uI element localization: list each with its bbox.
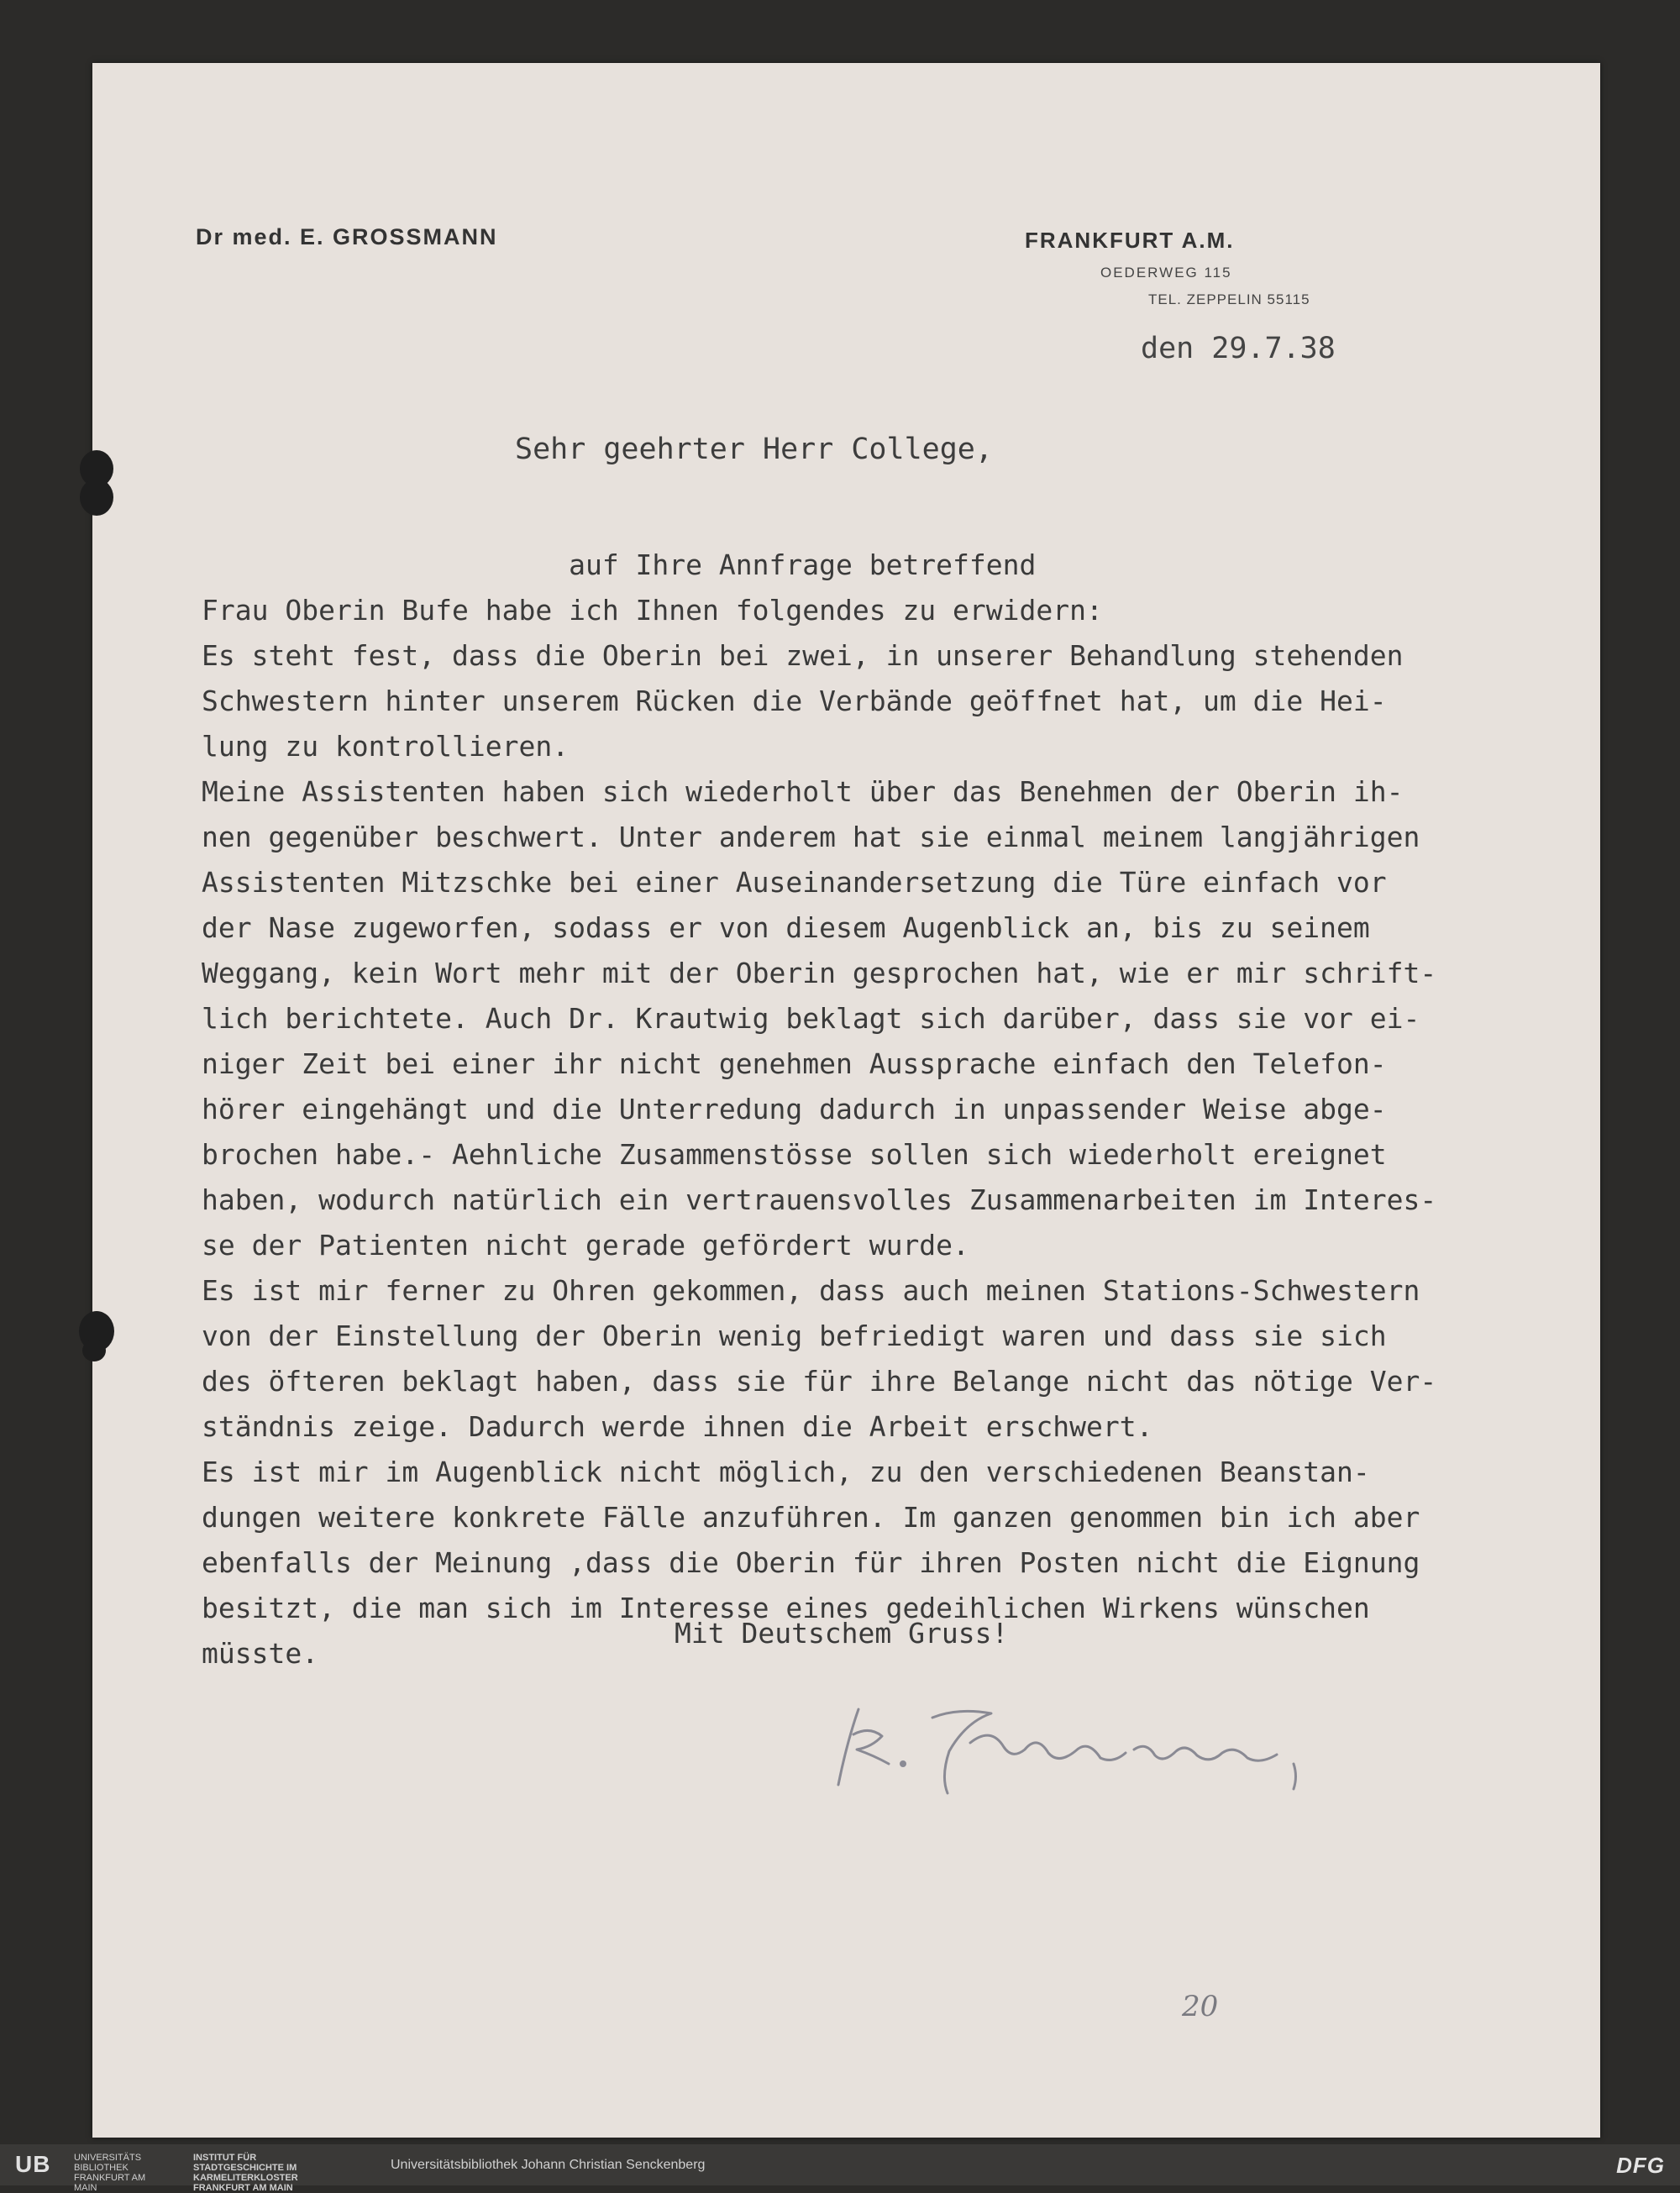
letter-date: den 29.7.38 (1141, 332, 1336, 365)
body-line: hörer eingehängt und die Unterredung dadurch in unpassender Weise abge- (202, 1093, 1387, 1125)
salutation: Sehr geehrter Herr College, (515, 433, 993, 466)
letterhead-city: FRANKFURT A.M. (1025, 228, 1235, 253)
closing: Mit Deutschem Gruss! (675, 1617, 1009, 1650)
ub-logo-text: UNIVERSITÄTS BIBLIOTHEK FRANKFURT AM MAIN (74, 2153, 146, 2193)
body-line: des öfteren beklagt haben, dass sie für ihre Belange nicht das nötige Ver- (202, 1365, 1437, 1398)
body-line: der Nase zugeworfen, sodass er von diesem Augenblick an, bis zu seinem (202, 911, 1370, 944)
institute-logo-text: INSTITUT FÜR STADTGESCHICHTE IM KARMELITERKLOSTER FRANKFURT AM MAIN (193, 2153, 298, 2193)
library-name: Universitätsbibliothek Johann Christian Senckenberg (391, 2158, 706, 2172)
body-line: müsste. (202, 1637, 319, 1670)
body-line: nen gegenüber beschwert. Unter anderem hat sie einmal meinem langjährigen (202, 821, 1420, 853)
handwritten-signature (823, 1684, 1411, 1810)
body-line: se der Patienten nicht gerade gefördert wurde. (202, 1229, 969, 1262)
body-line: Es ist mir im Augenblick nicht möglich, zu den verschiedenen Beanstan- (202, 1456, 1370, 1488)
body-line: Es steht fest, dass die Oberin bei zwei, in unserer Behandlung stehenden (202, 639, 1404, 672)
body-line: brochen habe.- Aehnliche Zusammenstösse sollen sich wiederholt ereignet (202, 1138, 1387, 1171)
body-line: lung zu kontrollieren. (202, 730, 570, 763)
footer-bar (0, 2144, 1680, 2193)
body-line: niger Zeit bei einer ihr nicht genehmen Aussprache einfach den Telefon- (202, 1047, 1387, 1080)
body-line: ebenfalls der Meinung ,dass die Oberin für ihren Posten nicht die Eignung (202, 1546, 1420, 1579)
punch-hole (76, 445, 118, 521)
body-line: lich berichtete. Auch Dr. Krautwig beklagt sich darüber, dass sie vor ei- (202, 1002, 1420, 1035)
body-line: Assistenten Mitzschke bei einer Auseinandersetzung die Türe einfach vor (202, 866, 1387, 899)
page-number-pencil (1178, 1982, 1228, 2028)
body-line: besitzt, die man sich im Interesse eines gedeihlichen Wirkens wünschen (202, 1592, 1370, 1624)
body-line: haben, wodurch natürlich ein vertrauensvolles Zusammenarbeiten im Interes- (202, 1183, 1437, 1216)
letterhead-street: OEDERWEG 115 (1100, 265, 1232, 281)
body-line: Schwestern hinter unserem Rücken die Verbände geöffnet hat, um die Hei- (202, 685, 1387, 717)
body-line: dungen weitere konkrete Fälle anzuführen. Im ganzen genommen bin ich aber (202, 1501, 1420, 1534)
body-line: ständnis zeige. Dadurch werde ihnen die Arbeit erschwert. (202, 1410, 1153, 1443)
body-line: Weggang, kein Wort mehr mit der Oberin gesprochen hat, wie er mir schrift- (202, 957, 1437, 989)
body-line: Es ist mir ferner zu Ohren gekommen, dass auch meinen Stations-Schwestern (202, 1274, 1420, 1307)
svg-text:20: 20 (1182, 1990, 1219, 2023)
ub-logo: UB (15, 2151, 51, 2177)
letterhead-name: Dr med. E. GROSSMANN (196, 224, 498, 249)
body-line: Meine Assistenten haben sich wiederholt über das Benehmen der Oberin ih- (202, 775, 1404, 808)
letter-page (92, 63, 1600, 2138)
dfg-logo: DFG (1616, 2153, 1665, 2178)
punch-hole (76, 1302, 118, 1377)
body-line: auf Ihre Annfrage betreffend (202, 548, 1037, 581)
body-line: von der Einstellung der Oberin wenig befriedigt waren und dass sie sich (202, 1319, 1387, 1352)
letterhead-telephone: TEL. ZEPPELIN 55115 (1148, 291, 1310, 307)
body-line: Frau Oberin Bufe habe ich Ihnen folgendes zu erwidern: (202, 594, 1103, 627)
